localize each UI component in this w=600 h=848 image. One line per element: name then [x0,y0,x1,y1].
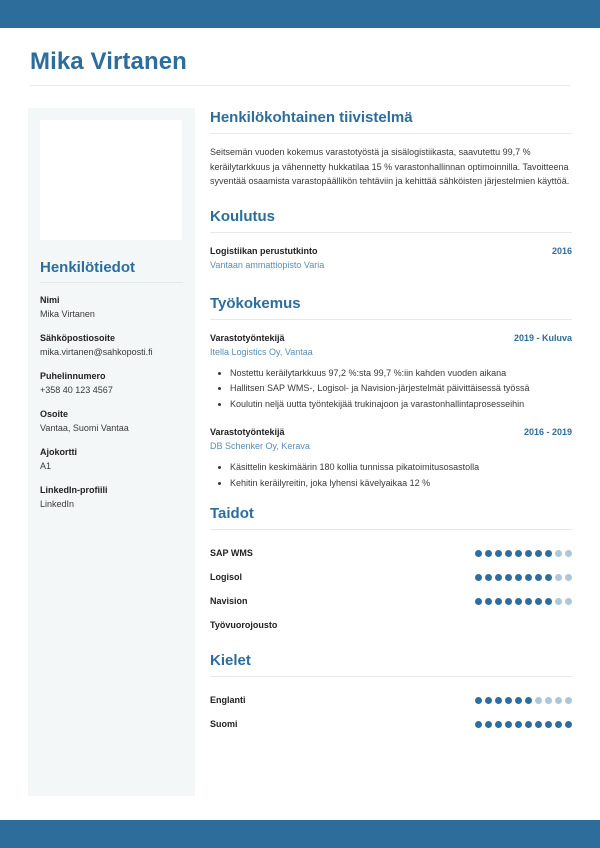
rating-dot-filled [505,598,512,605]
skills-list [210,541,572,637]
entry-organization: Itella Logistics Oy, Vantaa [210,346,313,357]
photo-placeholder [40,120,182,240]
languages-list [210,688,572,736]
skill-rating-dots [475,550,572,557]
rating-dot-empty [555,697,562,704]
section-experience [210,294,572,491]
rating-dot-filled [545,550,552,557]
rating-dot-empty [565,550,572,557]
skill-row [210,589,572,613]
rating-dot-filled [485,550,492,557]
rating-dot-filled [495,721,502,728]
info-value: A1 [40,461,52,471]
rating-dot-empty [555,598,562,605]
rating-dot-filled [495,574,502,581]
rating-dot-filled [495,697,502,704]
info-label: Sähköpostiosoite [40,333,116,343]
rating-dot-filled [515,697,522,704]
spacer [210,274,572,290]
rating-dot-filled [525,721,532,728]
rating-dot-filled [545,721,552,728]
rating-dot-filled [525,598,532,605]
rating-dot-filled [535,598,542,605]
bottom-accent-bar [0,820,600,848]
rating-dot-filled [475,550,482,557]
name-divider [30,85,570,86]
rating-dot-filled [475,721,482,728]
language-label: Englanti [210,695,246,705]
main-column [210,108,572,750]
section-divider [210,133,572,134]
rating-dot-filled [545,574,552,581]
summary-text: Seitsemän vuoden kokemus varastotyöstä ja sisälogistiikasta, saavutettu 99,7 % keräilytarkkuus ja vähennetty hukkatilaa 15 % varastonhallinnan optimoinnilla. Tavoitteena syventää osaamista varastopäällikön tehtäviin ja kehittää sähköisten järjestelmien käyttöä. [210,147,570,186]
rating-dot-filled [565,721,572,728]
info-label: Osoite [40,409,69,419]
entry-date: 2019 - Kuluva [513,332,572,343]
language-row [210,688,572,712]
entry-date: 2016 - 2019 [523,427,572,437]
section-skills [210,504,572,637]
rating-dot-filled [535,721,542,728]
entry-header-row [210,244,572,258]
rating-dot-filled [515,598,522,605]
list-item: • Nostettu keräilytarkkuus 97,2 %:sta 99,7 %:iin kahden vuoden aikana [230,366,572,381]
skill-rating-dots [475,574,572,581]
experience-entry [210,331,572,412]
skill-label: Työvuorojousto [210,620,278,630]
rating-dot-empty [545,697,552,704]
rating-dot-filled [545,598,552,605]
rating-dot-filled [525,574,532,581]
info-value: +358 40 123 4567 [40,385,113,395]
rating-dot-filled [475,574,482,581]
rating-dot-filled [505,721,512,728]
sidebar-heading-personal-details: Henkilötiedot [40,259,136,276]
entry-title: Varastotyöntekijä [210,427,285,437]
top-accent-bar [0,0,600,28]
section-heading-education: Koulutus [210,207,275,225]
entry-bullet-list [210,460,572,490]
entry-organization: DB Schenker Oy, Kerava [210,441,310,451]
sidebar [28,108,195,796]
list-item: • Hallitsen SAP WMS-, Logisol- ja Navision-järjestelmät päivittäisessä työssä [230,381,572,396]
rating-dot-filled [515,721,522,728]
info-field-nimi [40,294,183,321]
rating-dot-empty [535,697,542,704]
entry-title: Logistiikan perustutkinto [210,245,318,256]
skill-row [210,565,572,589]
page-title: Mika Virtanen [30,48,187,75]
entry-date: 2016 [551,245,572,256]
rating-dot-filled [475,598,482,605]
info-label: Nimi [40,295,60,305]
rating-dot-filled [485,721,492,728]
info-value: Vantaa, Suomi Vantaa [40,423,129,433]
info-field-linkedin [40,484,183,511]
language-row [210,712,572,736]
section-divider [210,529,572,530]
rating-dot-empty [565,598,572,605]
entry-title: Varastotyöntekijä [210,332,285,343]
info-label: Ajokortti [40,447,77,457]
language-label: Suomi [210,719,238,729]
entry-bullet-list [210,366,572,412]
rating-dot-filled [485,574,492,581]
skill-row [210,541,572,565]
rating-dot-filled [505,574,512,581]
rating-dot-empty [565,574,572,581]
info-field-driving-licence [40,446,183,473]
rating-dot-empty [555,574,562,581]
entry-header-row [210,425,572,439]
list-item: • Koulutin neljä uutta työntekijää trukinajoon ja varastonhallintaprosesseihin [230,397,572,412]
rating-dot-empty [555,550,562,557]
rating-dot-filled [555,721,562,728]
section-languages [210,651,572,736]
skill-label: SAP WMS [210,548,253,558]
section-divider [210,319,572,320]
name-header [30,47,570,86]
skill-label: Logisol [210,572,242,582]
info-value: mika.virtanen@sahkoposti.fi [40,347,153,357]
experience-entry [210,425,572,490]
skill-row [210,613,572,637]
rating-dot-empty [565,697,572,704]
education-entry [210,244,572,272]
section-heading-languages: Kielet [210,652,251,669]
entry-header-row [210,331,572,345]
section-divider [210,232,572,233]
rating-dot-filled [485,598,492,605]
rating-dot-filled [525,697,532,704]
rating-dot-filled [495,550,502,557]
rating-dot-filled [475,697,482,704]
rating-dot-filled [485,697,492,704]
info-value: Mika Virtanen [40,309,95,319]
info-value[interactable]: LinkedIn [40,499,75,509]
rating-dot-filled [535,550,542,557]
skill-rating-dots [475,598,572,605]
list-item: • Käsittelin keskimäärin 180 kollia tunnissa pikatoimitusosastolla [230,460,572,475]
info-field-phone [40,370,183,397]
rating-dot-filled [515,574,522,581]
section-heading-experience: Työkokemus [210,294,301,312]
entry-organization: Vantaan ammattiopisto Varia [210,259,325,270]
section-heading-skills: Taidot [210,505,254,522]
info-label: LinkedIn-profiili [40,485,108,495]
info-field-address [40,408,183,435]
section-summary [210,108,572,189]
section-heading-summary: Henkilökohtainen tiivistelmä [210,109,413,126]
list-item: • Kehitin keräilyreitin, joka lyhensi kävelyaikaa 12 % [230,476,572,491]
rating-dot-filled [505,697,512,704]
language-rating-dots [475,721,572,728]
rating-dot-filled [525,550,532,557]
info-label: Puhelinnumero [40,371,106,381]
language-rating-dots [475,697,572,704]
section-education [210,207,572,290]
info-field-email [40,332,183,359]
sidebar-divider [40,282,183,283]
rating-dot-filled [535,574,542,581]
skill-label: Navision [210,596,248,606]
section-divider [210,676,572,677]
rating-dot-filled [495,598,502,605]
rating-dot-filled [505,550,512,557]
rating-dot-filled [515,550,522,557]
